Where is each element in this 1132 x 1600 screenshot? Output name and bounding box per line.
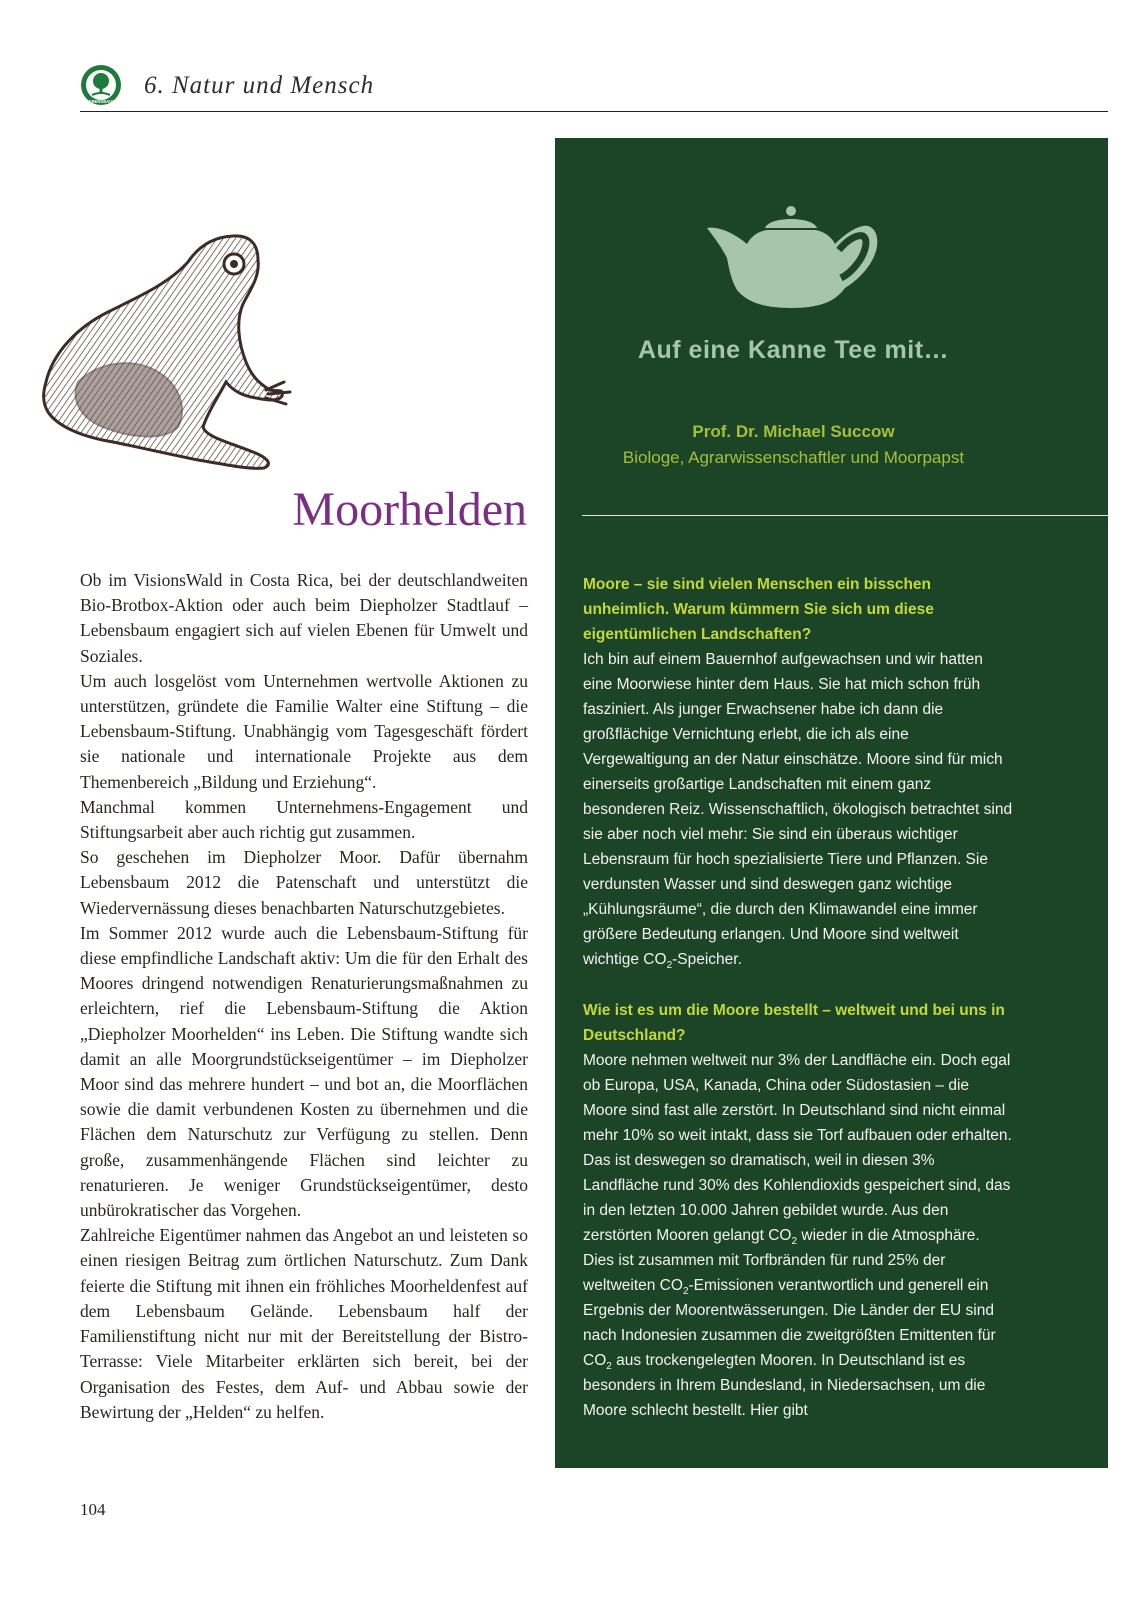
- guest-role: Biologe, Agrarwissenschaftler und Moorpapst: [622, 448, 965, 467]
- logo-text: LEBENSBAUM: [86, 99, 116, 104]
- answer-text: -Speicher.: [672, 951, 742, 968]
- article-paragraph: Ob im VisionsWald in Costa Rica, bei der deutschlandweiten Bio-Brotbox-Aktion oder auch beim Diepholzer Stadtlauf – Lebensbaum engagiert sich auf vielen Ebenen für Umwelt und Soziales.: [80, 570, 528, 666]
- answer-text: -Emissionen verantwortlich und generell ein Ergebnis der Moorentwässerungen. Die Länder der EU sind nach Indonesien zusammen die zweitgrößten Emittenten für CO: [583, 1277, 996, 1369]
- page-header: [80, 64, 1108, 112]
- interview-question: Wie ist es um die Moore bestellt – weltweit und bei uns in Deutschland?: [583, 1002, 1005, 1044]
- article-paragraph: Im Sommer 2012 wurde auch die Lebensbaum-Stiftung für diese empfindliche Landschaft aktiv: Um die für den Erhalt des Moores dringend notwendigen Renaturierungsmaßnahmen zu erleichtern, rief die Lebensbaum-Stiftung die Aktion „Diepholzer Moorhelden“ ins Leben. Die Stiftung wandte sich damit an alle Moorgrundstückseigentümer – im Diepholzer Moor sind das mehrere hundert – und bot an, die Moorflächen sowie die damit verbundenen Kosten zu übernehmen und die Flächen dem Naturschutz zur Verfügung zu stellen. Denn große, zusammenhängende Flächen sind leichter zu renaturieren. Je weniger Grundstückseigentümer, desto unbürokratischer das Vorgehen.: [80, 922, 528, 1221]
- interview-answer: [583, 647, 1013, 972]
- lebensbaum-logo-icon: [80, 64, 122, 106]
- header-divider: [80, 111, 1108, 112]
- interview-question: Moore – sie sind vielen Menschen ein bisschen unheimlich. Warum kümmern Sie sich um diese eigentümlichen Landschaften?: [583, 576, 934, 643]
- interview-body: [583, 572, 1013, 1423]
- panel-divider: [582, 515, 1108, 516]
- article-title: Moorhelden: [292, 483, 527, 536]
- article-paragraph: Um auch losgelöst vom Unternehmen wertvolle Aktionen zu unterstützen, gründete die Familie Walter eine Stiftung – die Lebensbaum-Stiftung. Unabhängig vom Tagesgeschäft fördert sie nationale und internationale Projekte aus dem Themenbereich „Bildung und Erziehung“.: [80, 670, 528, 792]
- article-body: [80, 568, 528, 1425]
- interview-heading: Auf eine Kanne Tee mit…: [637, 336, 950, 364]
- teapot-icon: [707, 206, 879, 308]
- article-paragraph: So geschehen im Diepholzer Moor. Dafür übernahm Lebensbaum 2012 die Patenschaft und unterstützt die Wiedervernässung dieses benachbarten Naturschutzgebietes.: [80, 847, 528, 918]
- guest-name: Prof. Dr. Michael Succow: [692, 422, 895, 441]
- subscript: 2: [791, 1236, 798, 1248]
- section-title: 6. Natur und Mensch: [144, 72, 375, 99]
- interview-panel: [555, 138, 1108, 1468]
- subscript: 2: [682, 1286, 689, 1298]
- subscript: 2: [606, 1361, 612, 1373]
- answer-text: Ich bin auf einem Bauernhof aufgewachsen und wir hatten eine Moorwiese hinter dem Haus. Sie hat mich schon früh fasziniert. Als junger Erwachsener habe ich dann die großflächige Vernichtung erlebt, die ich als eine Vergewaltigung an der Natur einschätze. Moore sind für mich einerseits großartige Landschaften mit einem ganz besonderen Reiz. Wissenschaftlich, ökologisch betrachtet sind sie aber noch viel mehr: Sie sind ein überaus wichtiger Lebensraum für hoch spezialisierte Tiere und Pflanzen. Sie verdunsten Wasser und sind deswegen ganz wichtige „Kühlungsräume“, die durch den Klimawandel eine immer größere Bedeutung erlangen. Und Moore sind weltweit wichtige CO: [583, 651, 1013, 968]
- interview-answer: [583, 1048, 1013, 1423]
- subscript: 2: [666, 960, 673, 972]
- answer-text: wieder in die Atmosphäre. Dies ist zusammen mit Torfbränden für rund 25% der weltweiten CO: [583, 1227, 980, 1294]
- article-paragraph: Manchmal kommen Unternehmens-Engagement und Stiftungsarbeit aber auch richtig gut zusammen.: [80, 796, 528, 843]
- page-number: 104: [80, 1500, 106, 1519]
- frog-illustration-icon: [38, 232, 298, 472]
- answer-text: Moore nehmen weltweit nur 3% der Landfläche ein. Doch egal ob Europa, USA, Kanada, China oder Südostasien – die Moore sind fast alle zerstört. In Deutschland sind nicht einmal mehr 10% so weit intakt, dass sie Torf aufbauen oder erhalten. Das ist deswegen so dramatisch, weil in diesen 3% Landfläche rund 30% des Kohlendioxids gespeichert sind, das in den letzten 10.000 Jahren gebildet wurde. Aus den zerstörten Mooren gelangt CO: [583, 1052, 1012, 1244]
- answer-text: aus trockengelegten Mooren. In Deutschland ist es besonders in Ihrem Bundesland, in Niedersachsen, um die Moore schlecht bestellt. Hier gibt: [583, 1352, 986, 1419]
- article-paragraph: Zahlreiche Eigentümer nahmen das Angebot an und leisteten so einen riesigen Beitrag zum örtlichen Naturschutz. Zum Dank feierte die Stiftung mit ihnen ein fröhliches Moorheldenfest auf dem Lebensbaum Gelände. Lebensbaum half der Familienstiftung nicht nur mit der Bereitstellung der Bistro-Terrasse: Viele Mitarbeiter erklärten sich bereit, bei der Organisation des Festes, dem Auf- und Abbau sowie der Bewirtung der „Helden“ zu helfen.: [80, 1225, 528, 1422]
